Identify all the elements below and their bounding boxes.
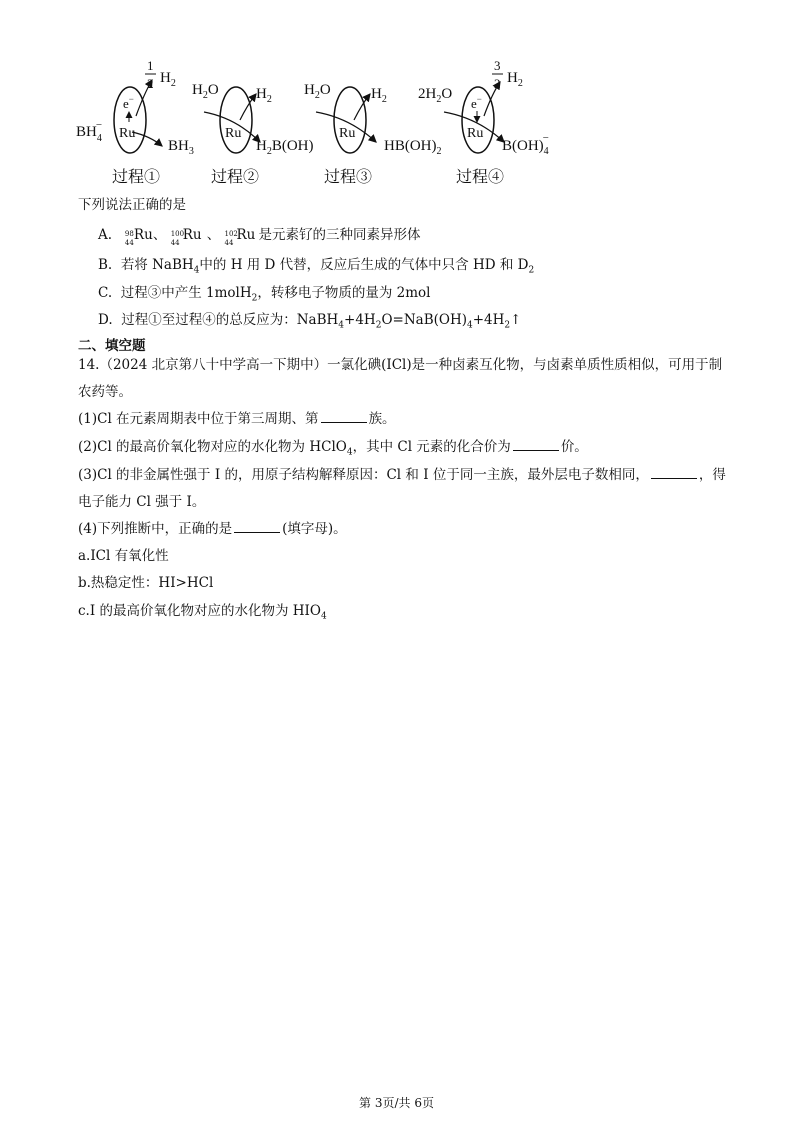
- h2-threehalves-gas: $H_2$: [507, 70, 523, 89]
- q14-sub1: (1)Cl 在元素周期表中位于第三周期、第 族。: [78, 411, 396, 427]
- process-4: [418, 58, 549, 186]
- reactant-bh4: $BH_4-$: [76, 119, 103, 144]
- answer-blank[interactable]: [651, 466, 697, 479]
- water-reactant: $H_2O$: [192, 82, 219, 101]
- product-bh3: $BH_3$: [168, 138, 194, 157]
- process-2: [192, 82, 314, 186]
- q14-stem-line2: 农药等。: [78, 384, 132, 400]
- process-label-2: 过程②: [211, 169, 260, 186]
- process-label-1: 过程①: [112, 169, 161, 186]
- fraction-numerator: 3: [494, 58, 501, 73]
- h2-gas: $H_2$: [371, 86, 387, 105]
- product-boh4: $B(OH)_4-$: [502, 132, 549, 157]
- fraction-numerator: 1: [147, 58, 154, 73]
- answer-blank[interactable]: [321, 410, 367, 423]
- option-c: C. 过程③中产生 1molH$_2$，转移电子物质的量为 2mol: [98, 285, 431, 304]
- ru-label: Ru: [119, 126, 136, 141]
- h2-gas: $H_2$: [256, 86, 272, 105]
- section-heading: 二、填空题: [78, 338, 146, 354]
- fraction-denominator: 2: [147, 76, 154, 91]
- fraction-denominator: 2: [494, 76, 501, 91]
- ru-label: Ru: [225, 126, 242, 141]
- product-h2boh: $H_2B(OH)$: [256, 138, 314, 157]
- nuclide-ru-100: 100 44 Ru: [170, 227, 202, 247]
- answer-blank[interactable]: [234, 520, 280, 533]
- page-footer: 第 3页/共 6页: [359, 1096, 434, 1110]
- q14-stem-line1: 14.（2024 北京第八十中学高一下期中）一氯化碘(ICl)是一种卤素互化物，与卤素单质性质相似，可用于制: [78, 357, 723, 373]
- q14-sub4: (4)下列推断中，正确的是 (填字母)。: [78, 521, 347, 537]
- q14-choice-a: a.ICl 有氧化性: [78, 548, 169, 564]
- electron-label: e−: [471, 94, 482, 111]
- ru-catalyst-ring: [220, 87, 252, 153]
- product-arrow: [132, 132, 162, 146]
- h2-half-gas: $H_2$: [160, 70, 176, 89]
- product-hboh2: $HB(OH)_2$: [384, 138, 442, 157]
- q14-sub3: (3)Cl 的非金属性强于 I 的，用原子结构解释原因：Cl 和 I 位于同一主族，最外层电子数相同， ，得: [78, 467, 726, 483]
- option-d: D. 过程①至过程④的总反应为：$NaBH_4+4H_2O=NaB(OH)_4+4H_2↑$: [98, 312, 522, 331]
- option-a: A. 98 44 Ru 、 100 44 Ru 、 102 44 Ru 是元素钌的三种同素异形体: [98, 227, 421, 247]
- question-stem: 下列说法正确的是: [78, 197, 186, 213]
- process-1: [76, 58, 194, 186]
- process-label-4: 过程④: [456, 169, 505, 186]
- answer-blank[interactable]: [513, 438, 559, 451]
- reaction-mechanism-diagram: [60, 50, 580, 190]
- nuclide-ru-102: 102 44 Ru: [224, 227, 256, 247]
- q14-sub3-line2: 电子能力 Cl 强于 I。: [78, 494, 206, 510]
- water-reactant: $2H_2O$: [418, 86, 453, 105]
- process-label-3: 过程③: [324, 169, 373, 186]
- q14-sub2: (2)Cl 的最高价氧化物对应的水化物为 HClO$_4$，其中 Cl 元素的化合价为 价。: [78, 439, 588, 458]
- q14-choice-c: c.I 的最高价氧化物对应的水化物为 $HIO_4$: [78, 603, 327, 622]
- q14-choice-b: b.热稳定性：HI>HCl: [78, 575, 214, 591]
- ru-label: Ru: [467, 126, 484, 141]
- electron-label: e−: [123, 94, 134, 111]
- ru-label: Ru: [339, 126, 356, 141]
- option-b: B. 若将 NaBH$_4$中的 H 用 D 代替，反应后生成的气体中只含 HD 和 $D_2$: [98, 257, 535, 276]
- nuclide-ru-98: 98 44 Ru: [124, 227, 153, 247]
- option-letter: A.: [98, 227, 113, 243]
- ru-catalyst-ring: [334, 87, 366, 153]
- water-reactant: $H_2O$: [304, 82, 331, 101]
